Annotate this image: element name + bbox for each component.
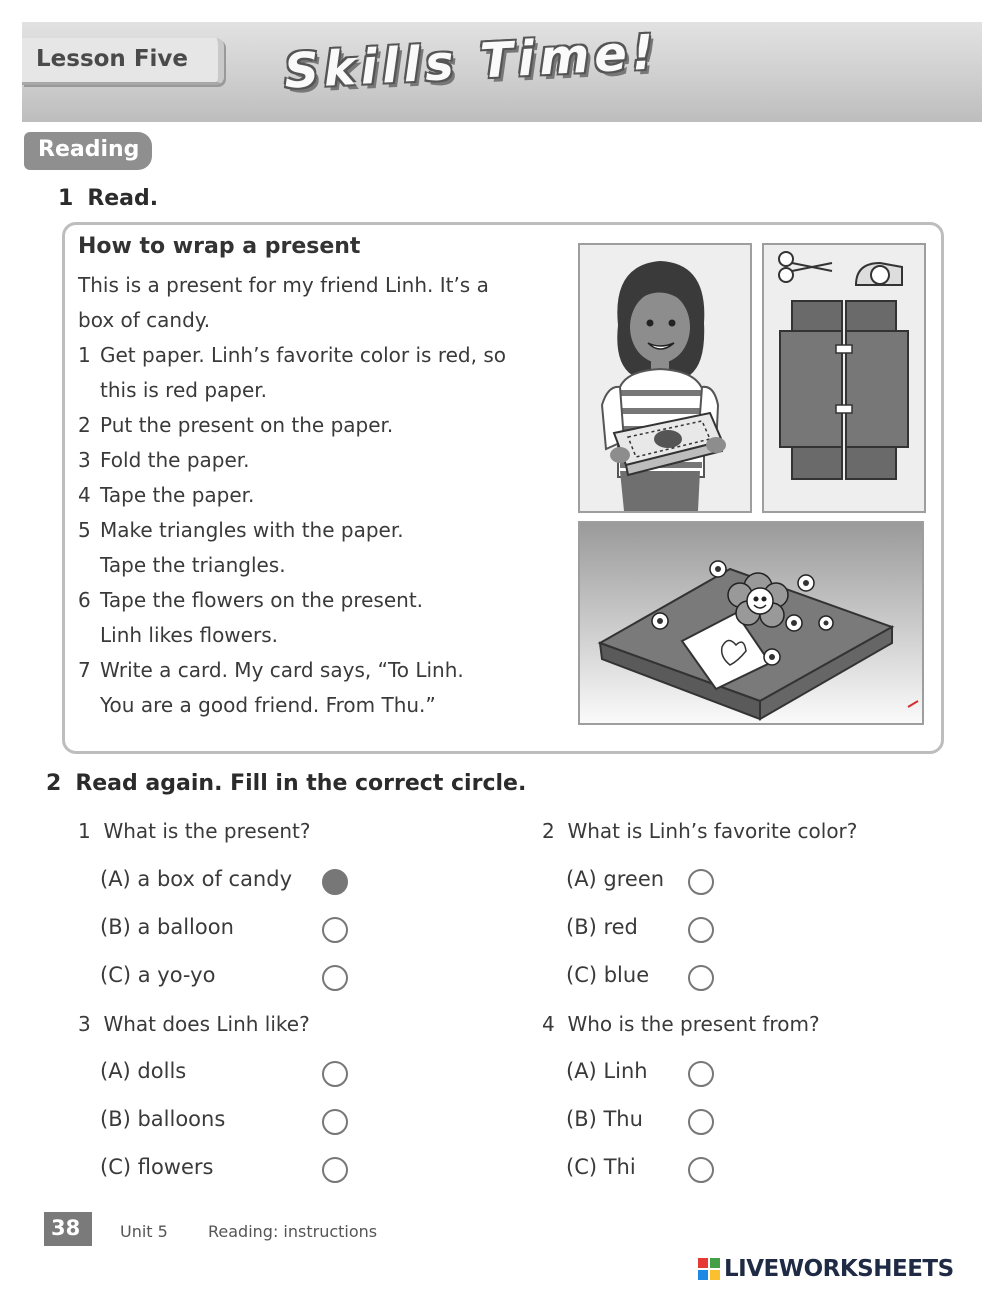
answer-circle-q3-c[interactable]: [322, 1157, 348, 1183]
question-3: [78, 1012, 310, 1036]
reading-line: This is a present for my friend Linh. It’s a: [78, 273, 489, 297]
girl-with-present-illustration: [578, 243, 752, 513]
answer-circle-q4-c[interactable]: [688, 1157, 714, 1183]
option-label: (B) red: [566, 915, 638, 939]
question-text: What is Linh’s favorite color?: [567, 819, 858, 843]
exercise-2-instruction: Read again. Fill in the correct circle.: [75, 771, 527, 796]
answer-circle-q4-b[interactable]: [688, 1109, 714, 1135]
question-4: [542, 1012, 820, 1036]
wrapped-present-illustration: [578, 521, 924, 725]
exercise-2-number: 2: [46, 771, 62, 796]
page-number: 38: [51, 1216, 81, 1240]
exercise-1-instruction: Read.: [87, 186, 159, 211]
answer-circle-q4-a[interactable]: [688, 1061, 714, 1087]
reading-line: box of candy.: [78, 308, 211, 332]
option-label: (C) flowers: [100, 1155, 214, 1179]
option-label: (A) dolls: [100, 1059, 187, 1083]
section-label: Reading: [38, 137, 140, 162]
wrapping-paper-illustration: [762, 243, 926, 513]
question-text: Who is the present from?: [567, 1012, 820, 1036]
exercise-2-heading: [46, 771, 526, 796]
answer-circle-q1-b[interactable]: [322, 917, 348, 943]
step-number: 6: [78, 588, 91, 612]
lesson-label: Lesson Five: [36, 46, 189, 72]
reading-line: Write a card. My card says, “To Linh.: [100, 658, 464, 682]
footer-topic: Reading: instructions: [208, 1222, 378, 1241]
question-text: What is the present?: [103, 819, 311, 843]
exercise-1-number: 1: [58, 186, 74, 211]
answer-circle-q2-a[interactable]: [688, 869, 714, 895]
answer-circle-q2-b[interactable]: [688, 917, 714, 943]
reading-line: Make triangles with the paper.: [100, 518, 404, 542]
liveworksheets-logo[interactable]: [698, 1256, 992, 1282]
reading-line: Put the present on the paper.: [100, 413, 394, 437]
answer-circle-q1-c[interactable]: [322, 965, 348, 991]
question-number: 4: [542, 1012, 555, 1036]
option-label: (C) a yo-yo: [100, 963, 216, 987]
liveworksheets-icon: [698, 1258, 720, 1280]
option-label: (C) blue: [566, 963, 650, 987]
option-label: (A) a box of candy: [100, 867, 293, 891]
page-title: Skills Time!: [282, 24, 661, 100]
reading-line: Tape the triangles.: [100, 553, 286, 577]
reading-line: Tape the paper.: [100, 483, 255, 507]
option-label: (B) Thu: [566, 1107, 643, 1131]
reading-line: Fold the paper.: [100, 448, 250, 472]
option-label: (C) Thi: [566, 1155, 636, 1179]
question-number: 2: [542, 819, 555, 843]
option-label: (B) balloons: [100, 1107, 226, 1131]
answer-circle-q1-a[interactable]: [322, 869, 348, 895]
reading-line: Get paper. Linh’s favorite color is red, so: [100, 343, 506, 367]
section-badge: [24, 132, 152, 170]
question-number: 1: [78, 819, 91, 843]
option-label: (A) green: [566, 867, 665, 891]
answer-circle-q3-b[interactable]: [322, 1109, 348, 1135]
question-2: [542, 819, 857, 843]
step-number: 1: [78, 343, 91, 367]
question-1: [78, 819, 311, 843]
reading-line: Linh likes flowers.: [100, 623, 278, 647]
answer-circle-q2-c[interactable]: [688, 965, 714, 991]
step-number: 3: [78, 448, 91, 472]
page-number-badge: [44, 1212, 92, 1246]
liveworksheets-wordmark: LIVEWORKSHEETS: [724, 1256, 954, 1282]
reading-title: How to wrap a present: [78, 234, 361, 259]
reading-line: Tape the flowers on the present.: [100, 588, 424, 612]
lesson-tab: [22, 38, 224, 85]
step-number: 5: [78, 518, 91, 542]
step-number: 4: [78, 483, 91, 507]
reading-line: You are a good friend. From Thu.”: [100, 693, 436, 717]
footer-unit: Unit 5: [120, 1222, 168, 1241]
option-label: (A) Linh: [566, 1059, 648, 1083]
step-number: 7: [78, 658, 91, 682]
reading-line: this is red paper.: [100, 378, 268, 402]
answer-circle-q3-a[interactable]: [322, 1061, 348, 1087]
option-label: (B) a balloon: [100, 915, 234, 939]
question-text: What does Linh like?: [103, 1012, 310, 1036]
step-number: 2: [78, 413, 91, 437]
exercise-1-heading: [58, 186, 158, 211]
question-number: 3: [78, 1012, 91, 1036]
